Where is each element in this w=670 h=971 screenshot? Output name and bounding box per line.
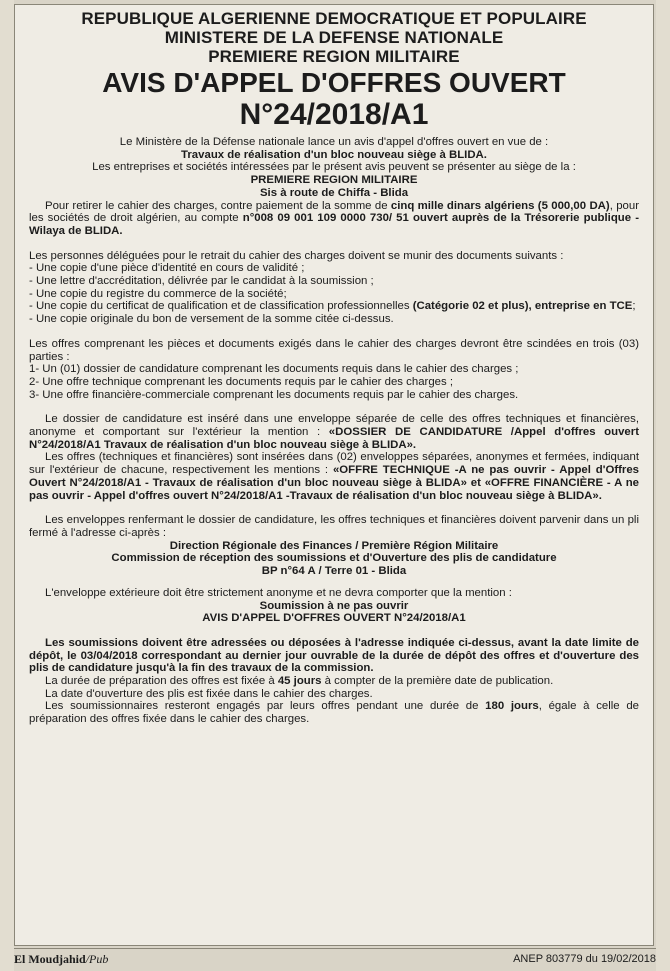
document-item: - Une copie d'une pièce d'identité en cours de validité ; [29,262,305,275]
offers-envelope-paragraph: Les offres (techniques et financières) sont insérées dans (02) enveloppes séparées, anonymes et fermées, indiquant sur l'extérieur de chacune, respectivement les mentions : «OFFRE TECHNIQUE -A ne pas ouvrir - Appel d'Offres Ouvert N°24/2018/A1 - Travaux de réalisation d'un bloc nouveau siège à BLIDA» et «OFFRE FINANCIÈRE - A ne pas ouvrir - Appel d'offres ouvert N°24/2018/A1 -Travaux de réalisation d'un bloc nouveau siège à BLIDA». [29,451,640,502]
opening-date: La date d'ouverture des plis est fixée dans le cahier des charges. [45,687,373,700]
candidature-envelope-paragraph: Le dossier de candidature est inséré dans une enveloppe séparée de celle des offres techniques et financières, anonyme et comportant sur l'extérieur la mention : «DOSSIER DE CANDIDATURE /Appel d'offres ouvert N°24/2018/A1 Travaux de réalisation d'un bloc nouveau siège à BLIDA». [29,413,639,451]
preparation-duration: La durée de préparation des offres est fixée à 45 jours à compter de la première date de publication. [45,675,554,688]
document-item: - Une lettre d'accréditation, délivrée par le candidat à la soumission ; [29,275,374,288]
tender-notice [14,4,654,946]
document-item: - Une copie du registre du commerce de la société; [29,287,287,300]
envelope-mention: Soumission à ne pas ouvrir [259,599,409,612]
envelope-mention: AVIS D'APPEL D'OFFRES OUVERT N°24/2018/A1 [202,612,466,625]
delivery-address-line: BP n°64 A / Terre 01 - Blida [261,565,407,578]
document-item: - Une copie du certificat de qualification et de classification professionnelles (Catégorie 02 et plus), entreprise en TCE; [29,300,636,313]
delivery-address-line: Direction Régionale des Finances / Première Région Militaire [169,539,499,552]
publication-name: El Moudjahid/Pub [14,951,109,966]
adjacent-column-left [0,0,14,971]
payment-paragraph: Pour retirer le cahier des charges, contre paiement de la somme de cinq mille dinars algériens (5 000,00 DA), pour les sociétés de droit algérien, au compte n°008 09 001 109 0000 730/ 51 ouvert auprès de la Trésorerie publique - Wilaya de BLIDA. [29,199,640,237]
notice-footer [14,948,656,969]
delivery-address-line: Commission de réception des soumissions et d'Ouverture des plis de candidature [111,552,557,565]
notice-title: AVIS D'APPEL D'OFFRES OUVERT [102,67,566,98]
offer-part: 1- Un (01) dossier de candidature comprenant les documents requis dans le cahier des charges ; [29,363,519,376]
header-region: PREMIERE REGION MILITAIRE [208,47,460,66]
payment-amount: cinq mille dinars algériens (5 000,00 DA) [390,199,610,212]
anep-reference: ANEP 803779 du 19/02/2018 [513,953,656,965]
organisation-name: PREMIERE REGION MILITAIRE [250,174,418,187]
offer-parts [29,338,639,402]
delivery-paragraph: Les enveloppes renfermant le dossier de candidature, les offres techniques et financières doivent parvenir dans un pli fermé à l'adresse ci-après : [29,514,639,539]
offers-intro: Les offres comprenant les pièces et documents exigés dans le cahier des charges devront être scindées en trois (03) parties : [29,337,639,363]
outer-envelope-paragraph: L'enveloppe extérieure doit être strictement anonyme et ne devra comporter que la mention : [45,586,512,599]
document-item: - Une copie originale du bon de versement de la somme citée ci-dessus. [29,313,394,326]
project-subject: Travaux de réalisation d'un bloc nouveau siège à BLIDA. [181,148,487,161]
header-ministry: MINISTERE DE LA DEFENSE NATIONALE [164,28,504,47]
bank-account: n°008 09 001 109 0000 730/ 51 ouvert auprès de la Trésorerie publique - Wilaya de BLIDA. [29,212,640,237]
validity-duration: Les soumissionnaires resteront engagés par leurs offres pendant une durée de 180 jours, égale à celle de préparation des offres fixée dans le cahier des charges. [29,700,639,726]
deadline-paragraph: Les soumissions doivent être adressées ou déposées à l'adresse indiquée ci-dessus, avant la date limite de dépôt, le 03/04/2018 correspondant au dernier jour ouvrable de la durée de dépôt des offres et d'ouverture des plis de candidature jusqu'à la fin des travaux de la commission. [29,636,639,675]
offer-part: 3- Une offre financière-commerciale comprenant les documents requis par le cahier des charges. [29,388,519,401]
offer-part: 2- Une offre technique comprenant les documents requis par le cahier des charges ; [29,375,454,388]
notice-number: N°24/2018/A1 [239,98,429,131]
header-republic: REPUBLIQUE ALGERIENNE DEMOCRATIQUE ET POPULAIRE [81,9,587,28]
invitation-paragraph: Les entreprises et sociétés intéressées par le présent avis peuvent se présenter au siège de la : [92,161,576,174]
organisation-address: Sis à route de Chiffa - Blida [259,186,409,199]
intro-paragraph: Le Ministère de la Défense nationale lance un avis d'appel d'offres ouvert en vue de : [119,136,549,148]
documents-intro: Les personnes déléguées pour le retrait du cahier des charges doivent se munir des documents suivants : [29,249,564,262]
adjacent-column-right [656,0,670,971]
required-documents [29,250,639,326]
